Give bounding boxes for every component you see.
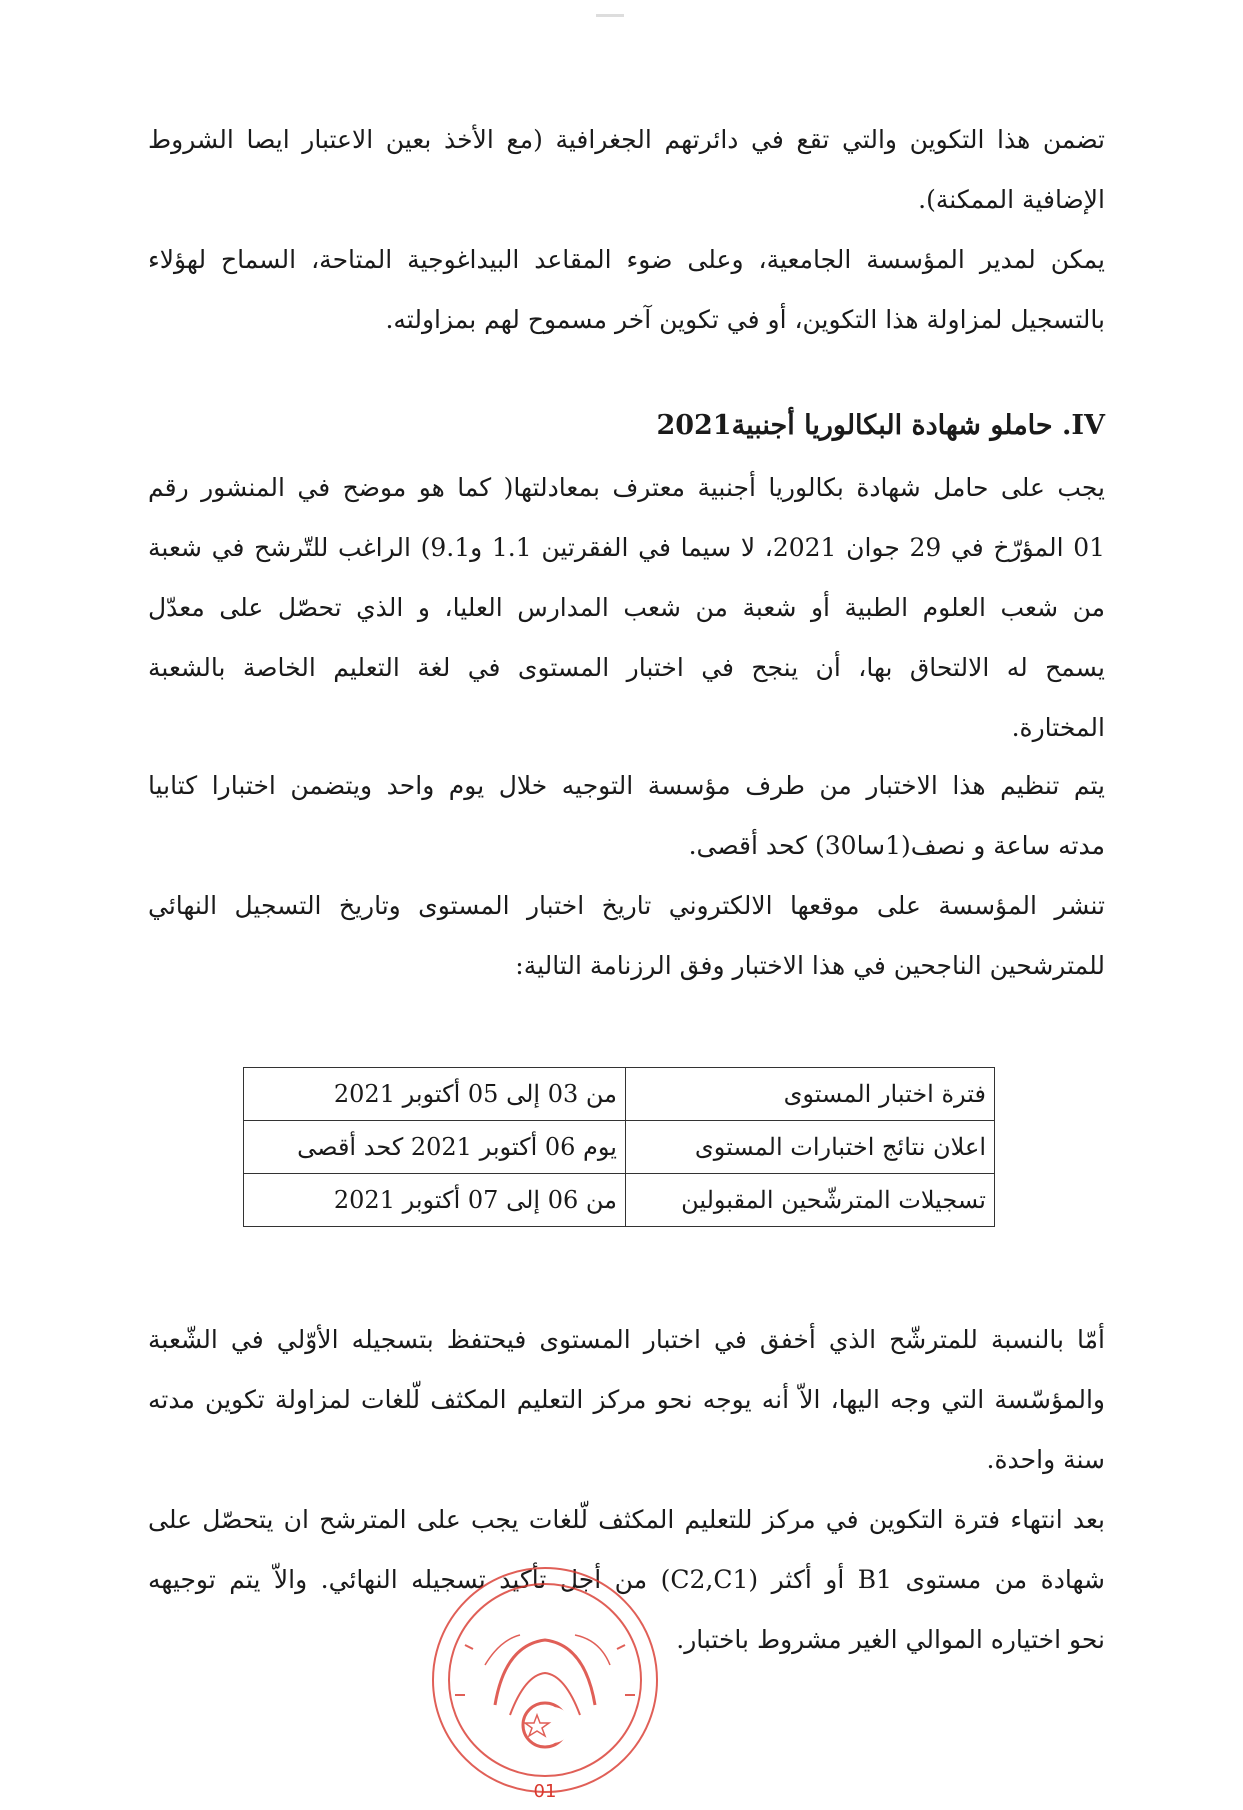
- text-line: يجب على حامل شهادة بكالوريا أجنبية معترف بمعادلتها( كما هو موضح في المنشور رقم: [148, 473, 1105, 502]
- calendar-table: [243, 1067, 995, 1227]
- section-heading: IV. حاملو شهادة البكالوريا أجنبية2021: [656, 410, 1105, 441]
- table-cell-label: اعلان نتائج اختبارات المستوى: [626, 1121, 995, 1174]
- table-row: [244, 1121, 995, 1174]
- scan-mark: [596, 14, 624, 17]
- text-line: يتم تنظيم هذا الاختبار من طرف مؤسسة التوجيه خلال يوم واحد ويتضمن اختبارا كتابيا: [148, 771, 1105, 800]
- table-row: [244, 1068, 995, 1121]
- text-line: أمّا بالنسبة للمترشّح الذي أخفق في اختبار المستوى فيحتفظ بتسجيله الأوّلي في الشّعبة: [148, 1325, 1105, 1354]
- text-line: شهادة من مستوى B1 أو أكثر (C2,C1) من أجل تأكيد تسجيله النهائي. والاّ يتم توجيهه: [148, 1565, 1105, 1594]
- failed-candidate-paragraph: [148, 1310, 1105, 1490]
- text-line: بعد انتهاء فترة التكوين في مركز للتعليم المكثف لّلغات يجب على المترشح ان يتحصّل على: [148, 1505, 1105, 1534]
- text-line: نحو اختياره الموالي الغير مشروط باختبار.: [676, 1625, 1105, 1654]
- text-line: مدته ساعة و نصف(1سا30) كحد أقصى.: [688, 831, 1105, 860]
- table-cell-date: من 06 إلى 07 أكتوبر 2021: [244, 1174, 626, 1227]
- table-cell-label: فترة اختبار المستوى: [626, 1068, 995, 1121]
- text-line: يسمح له الالتحاق بها، أن ينجح في اختبار المستوى في لغة التعليم الخاصة بالشعبة: [148, 653, 1105, 682]
- text-line: والمؤسّسة التي وجه اليها، الاّ أنه يوجه نحو مركز التعليم المكثف لّلغات لمزاولة تكوين مدته: [148, 1385, 1105, 1414]
- table-cell-date: يوم 06 أكتوبر 2021 كحد أقصى: [244, 1121, 626, 1174]
- table-row: [244, 1174, 995, 1227]
- text-line: بالتسجيل لمزاولة هذا التكوين، أو في تكوين آخر مسموح لهم بمزاولته.: [385, 305, 1105, 334]
- publication-paragraph: [148, 876, 1105, 996]
- text-line: المختارة.: [1011, 713, 1105, 742]
- text-line: من شعب العلوم الطبية أو شعبة من شعب المدارس العليا، و الذي تحصّل على معدّل: [148, 593, 1105, 622]
- intro-paragraph: [148, 110, 1105, 350]
- table-cell-date: من 03 إلى 05 أكتوبر 2021: [244, 1068, 626, 1121]
- exam-organization-paragraph: [148, 756, 1105, 876]
- text-line: تنشر المؤسسة على موقعها الالكتروني تاريخ اختبار المستوى وتاريخ التسجيل النهائي: [148, 891, 1105, 920]
- text-line: 01 المؤرّخ في 29 جوان 2021، لا سيما في الفقرتين 1.1 و9.1) الراغب للتّرشح في شعبة: [148, 533, 1105, 562]
- official-stamp-icon: [425, 1555, 665, 1810]
- text-line: سنة واحدة.: [986, 1445, 1105, 1474]
- table-cell-label: تسجيلات المترشّحين المقبولين: [626, 1174, 995, 1227]
- stamp-number: 01: [533, 1781, 557, 1802]
- eligibility-paragraph: [148, 458, 1105, 758]
- text-line: يمكن لمدير المؤسسة الجامعية، وعلى ضوء المقاعد البيداغوجية المتاحة، السماح لهؤلاء: [148, 245, 1105, 274]
- text-line: للمترشحين الناجحين في هذا الاختبار وفق الرزنامة التالية:: [515, 951, 1105, 980]
- text-line: تضمن هذا التكوين والتي تقع في دائرتهم الجغرافية (مع الأخذ بعين الاعتبار ايصا الشروط: [148, 125, 1105, 154]
- text-line: الإضافية الممكنة).: [918, 185, 1105, 214]
